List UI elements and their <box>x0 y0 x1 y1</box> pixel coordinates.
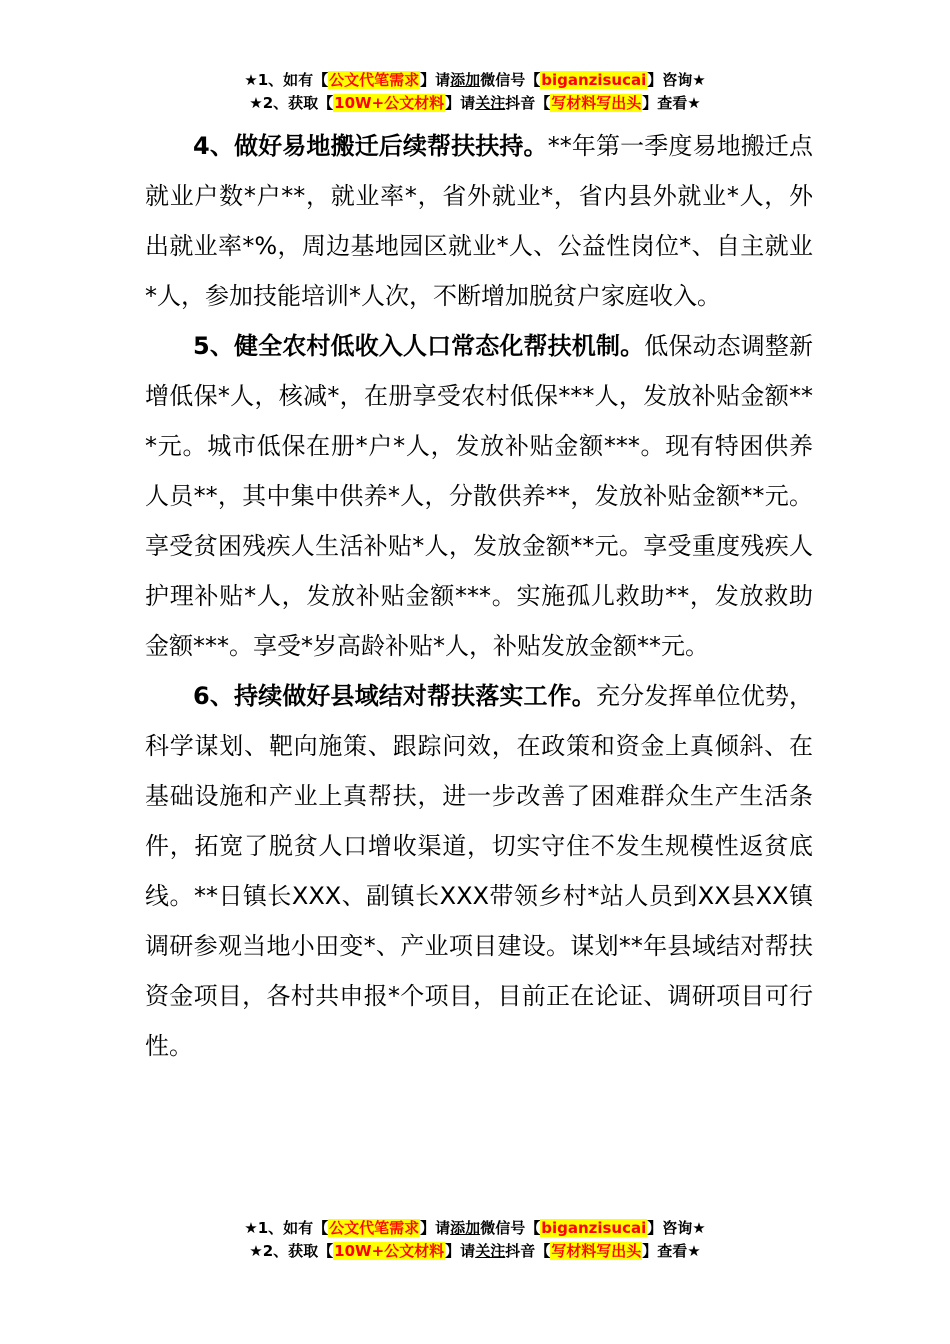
header-banner-line-1: ★1、如有【公文代笔需求】请添加微信号【biganzisucai】咨询★ <box>244 71 706 89</box>
star-icon: ★ <box>692 71 706 89</box>
paragraph-county-pairing-assistance <box>145 671 813 1071</box>
header-banner <box>0 69 950 115</box>
header-banner-line-2: ★2、获取【10W+公文材料】请关注抖音【写材料写出头】查看★ <box>249 94 701 112</box>
paragraph-text: 低保动态调整新增低保*人，核减*，在册享受农村低保***人，发放补贴金额***元。城市低保在册*户*人，发放补贴金额***。现有特困供养人员**，其中集中供养*人，分散供养**，发放补贴金额**元。享受贫困残疾人生活补贴*人，发放金额**元。享受重度残疾人护理补贴*人，发放补贴金额***。实施孤儿救助**，发放救助金额***。享受*岁高龄补贴*人，补贴发放金额**元。 <box>145 332 814 660</box>
star-icon: ★ <box>692 1219 706 1237</box>
star-icon: ★ <box>244 71 258 89</box>
paragraph-relocation-support <box>145 121 813 321</box>
wechat-id-highlight: biganzisucai <box>541 1219 647 1237</box>
paragraph-low-income-assistance <box>145 321 813 671</box>
star-icon: ★ <box>249 94 263 112</box>
star-icon: ★ <box>687 94 701 112</box>
paragraph-heading: 5、健全农村低收入人口常态化帮扶机制。 <box>193 332 645 360</box>
ghostwriting-service-highlight: 公文代笔需求 <box>329 1219 420 1237</box>
ghostwriting-service-highlight: 公文代笔需求 <box>329 71 420 89</box>
douyin-account-highlight: 写材料写出头 <box>551 94 642 112</box>
star-icon: ★ <box>249 1242 263 1260</box>
paragraph-text: **年第一季度易地搬迁点就业户数*户**，就业率*，省外就业*，省内县外就业*人，外出就业率*%，周边基地园区就业*人、公益性岗位*、自主就业*人，参加技能培训*人次，不断增加脱贫户家庭收入。 <box>145 132 814 310</box>
materials-highlight: 10W+公文材料 <box>334 1242 445 1260</box>
paragraph-heading: 4、做好易地搬迁后续帮扶扶持。 <box>193 132 548 160</box>
footer-banner-line-1: ★1、如有【公文代笔需求】请添加微信号【biganzisucai】咨询★ <box>244 1219 706 1237</box>
star-icon: ★ <box>244 1219 258 1237</box>
star-icon: ★ <box>687 1242 701 1260</box>
paragraph-text: 充分发挥单位优势，科学谋划、靶向施策、跟踪问效，在政策和资金上真倾斜、在基础设施和产业上真帮扶，进一步改善了困难群众生产生活条件，拓宽了脱贫人口增收渠道，切实守住不发生规模性返贫底线。**日镇长XXX、副镇长XXX带领乡村*站人员到XX县XX镇调研参观当地小田变*、产业项目建设。谋划**年县域结对帮扶资金项目，各村共申报*个项目，目前正在论证、调研项目可行性。 <box>145 682 814 1060</box>
footer-banner <box>0 1217 950 1263</box>
document-body <box>145 121 813 1071</box>
douyin-account-highlight: 写材料写出头 <box>551 1242 642 1260</box>
paragraph-heading: 6、持续做好县域结对帮扶落实工作。 <box>193 682 596 710</box>
materials-highlight: 10W+公文材料 <box>334 94 445 112</box>
footer-banner-line-2: ★2、获取【10W+公文材料】请关注抖音【写材料写出头】查看★ <box>249 1242 701 1260</box>
wechat-id-highlight: biganzisucai <box>541 71 647 89</box>
